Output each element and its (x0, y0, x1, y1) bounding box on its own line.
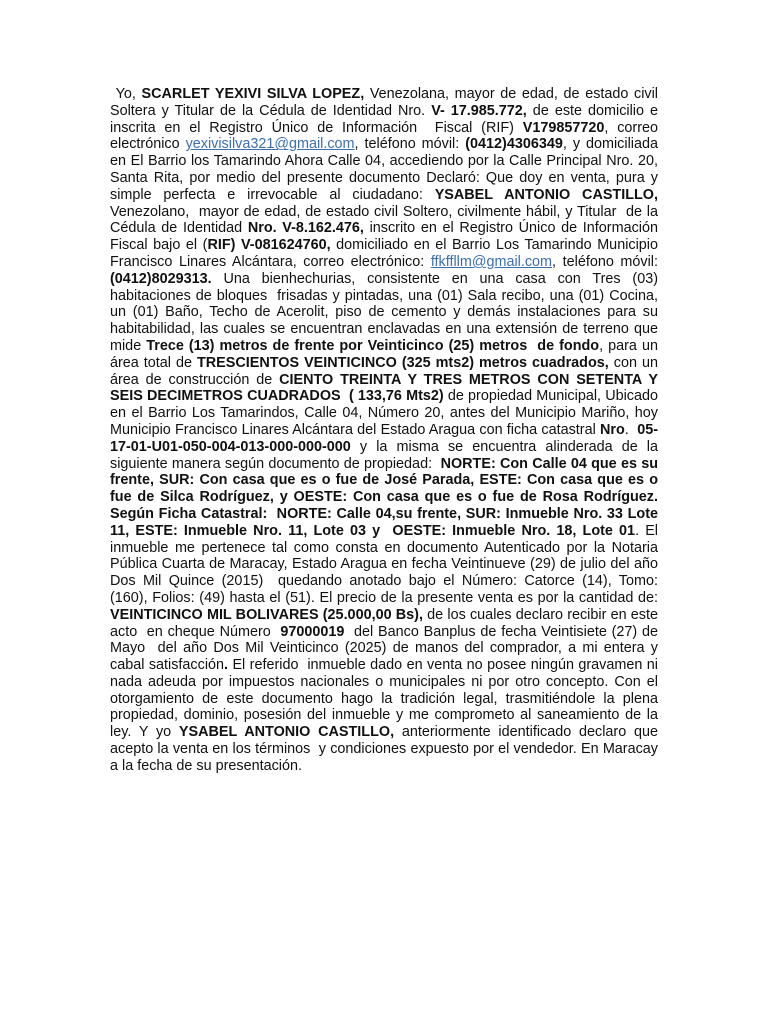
text-run: . El inmueble me pertenece tal como consta en documento Autenticado por la Notaria Pública Cuarta de Maracay, Estado Aragua en fecha Veintinueve (29) de julio del año Dos Mil Quince (2015) quedando anotado bajo el Número: Catorce (14), Tomo: (160), Folios: (49) hasta el (51). El precio de la presente venta es por la cantidad de: (110, 522, 662, 606)
text-run: , teléfono móvil: (354, 136, 466, 153)
text-run: Yo, (110, 86, 142, 102)
buyer-email-link[interactable]: ffkffllm@gmail.com (430, 253, 553, 270)
text-run: de propiedad Municipal, Ubicado en el Barrio Los Tamarindos, Calle 04, Número 20, antes del Municipio Mariño, hoy Municipio Francisco Linares Alcántara del Estado Aragua con ficha catastral (110, 388, 662, 438)
buyer-name-closing: YSABEL ANTONIO CASTILLO, (178, 724, 395, 741)
seller-phone: (0412)4306349 (465, 136, 563, 153)
property-boundaries: NORTE: Con Calle 04 que es su frente, SUR: Con casa que es o fue de José Parada, ESTE: Con casa que es o fue de Silca Rodríguez, y OESTE: Con casa que es o fue de Rosa Rodríguez. Según Ficha Catastral: NORTE: Calle 04,su frente, SUR: Inmueble Nro. 33 Lote 11, ESTE: Inmueble Nro. 11, Lote 03 y OESTE: Inmueble Nro. 18, Lote 01 (110, 455, 662, 539)
text-run: . (624, 421, 638, 438)
text-run: , para un área total de (110, 337, 662, 371)
seller-rif: V179857720 (522, 119, 605, 136)
text-run: El referido inmueble dado en venta no posee ningún gravamen ni nada adeuda por impuestos nacionales o municipales ni por otro concepto. Con el otorgamiento de este documento hago la tradición legal, trasmitiéndole la plena propiedad, dominio, posesión del inmueble y me comprometo al saneamiento de la ley. Y yo (110, 657, 663, 741)
text-run: y la misma se encuentra alinderada de la siguiente manera según documento de propiedad: (110, 438, 662, 472)
text-run: , teléfono móvil: (552, 253, 662, 270)
land-dimensions: Trece (13) metros de frente por Veinticinco (25) metros de fondo (146, 337, 600, 354)
buyer-name: YSABEL ANTONIO CASTILLO, (434, 186, 658, 203)
seller-name: SCARLET YEXIVI SILVA LOPEZ, (141, 86, 365, 102)
total-area: TRESCIENTOS VEINTICINCO (325 mts2) metros cuadrados, (197, 354, 609, 371)
buyer-id-number: Nro. V-8.162.476, (247, 220, 364, 237)
text-run: de los cuales declaro recibir en este acto en cheque Número (110, 606, 662, 640)
text-run: con un área de construcción de (110, 354, 662, 388)
text-run: , correo electrónico (110, 119, 662, 153)
text-run: de este domicilio e inscrita en el Registro Único de Información Fiscal (RIF) (110, 102, 662, 136)
cadastral-number: 05-17-01-U01-050-004-013-000-000-000 (110, 421, 658, 455)
buyer-phone: (0412)8029313. (110, 270, 212, 287)
period-mark: . (224, 657, 229, 674)
contract-body-paragraph (110, 86, 663, 775)
text-run: domiciliado en el Barrio Los Tamarindo Municipio Francisco Linares Alcántara, correo electrónico: (110, 237, 662, 270)
buyer-rif: RIF) V-081624760, (207, 237, 331, 254)
construction-area: CIENTO TREINTA Y TRES METROS CON SETENTA Y SEIS DECIMETROS CUADRADOS ( 133,76 Mts2) (110, 371, 662, 405)
check-number: 97000019 (280, 623, 345, 640)
text-run: , y domiciliada en El Barrio los Tamarindo Ahora Calle 04, accediendo por la Calle Principal Nro. 20, Santa Rita, por medio del presente documento Declaró: Que doy en venta, pura y simple perfecta e irrevocable al ciudadano: (110, 136, 662, 203)
text-run: inscrito en el Registro Único de Información Fiscal bajo el ( (110, 220, 662, 254)
text-run: Una bienhechurias, consistente en una casa con Tres (03) habitaciones de bloques frisadas y pintadas, una (01) Sala recibo, una (01) Cocina, un (01) Baño, Techo de Acerolit, piso de cemento y demás instalaciones para su habitabilidad, las cuales se encuentran enclavadas en una extensión de terreno que mide (110, 270, 662, 354)
cadastral-label: Nro (599, 421, 625, 438)
text-run: anteriormente identificado declaro que acepto la venta en los términos y condiciones expuesto por el vendedor. En Maracay a la fecha de su presentación. (110, 724, 662, 774)
text-run: Venezolano, mayor de edad, de estado civil Soltero, civilmente hábil, y Titular de la Cédula de Identidad (110, 186, 662, 237)
text-run: del Banco Banplus de fecha Veintisiete (27) de Mayo del año Dos Mil Veinticinco (2025) de manos del comprador, a mi entera y cabal satisfacción (110, 623, 663, 674)
seller-email-link[interactable]: yexivisilva321@gmail.com (185, 136, 355, 153)
seller-id-number: V- 17.985.772, (431, 102, 527, 119)
sale-price: VEINTICINCO MIL BOLIVARES (25.000,00 Bs), (110, 606, 423, 623)
text-run: Venezolana, mayor de edad, de estado civil Soltera y Titular de la Cédula de Identidad Nro. (110, 86, 663, 119)
